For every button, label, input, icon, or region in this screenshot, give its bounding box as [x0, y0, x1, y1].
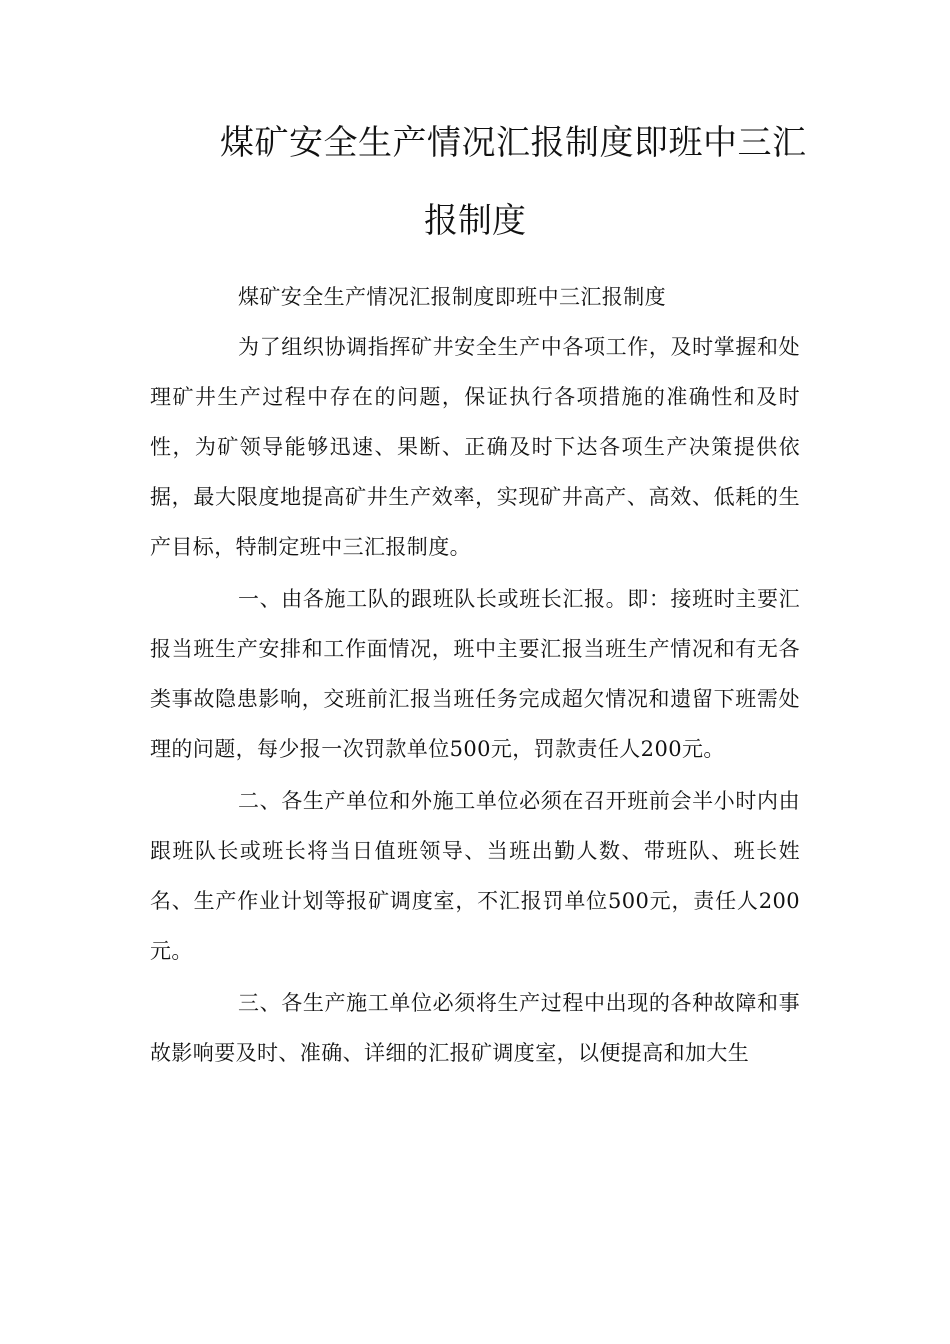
- paragraph-item-2: 二、各生产单位和外施工单位必须在召开班前会半小时内由跟班队长或班长将当日值班领导、当班出勤人数、带班队、班长姓名、生产作业计划等报矿调度室，不汇报罚单位500元，责任人200元。: [150, 789, 800, 963]
- document-body: [150, 272, 800, 1078]
- paragraph-intro: 为了组织协调指挥矿井安全生产中各项工作，及时掌握和处理矿井生产过程中存在的问题，保证执行各项措施的准确性和及时性，为矿领导能够迅速、果断、正确及时下达各项生产决策提供依据，最大限度地提高矿井生产效率，实现矿井高产、高效、低耗的生产目标，特制定班中三汇报制度。: [150, 335, 800, 559]
- document-title-line-1: 煤矿安全生产情况汇报制度即班中三汇: [220, 123, 807, 163]
- document-subtitle: 煤矿安全生产情况汇报制度即班中三汇报制度: [238, 285, 666, 309]
- paragraph-item-3: 三、各生产施工单位必须将生产过程中出现的各种故障和事故影响要及时、准确、详细的汇报矿调度室，以便提高和加大生: [150, 991, 800, 1065]
- paragraph-item-1: 一、由各施工队的跟班队长或班长汇报。即：接班时主要汇报当班生产安排和工作面情况，班中主要汇报当班生产情况和有无各类事故隐患影响，交班前汇报当班任务完成超欠情况和遗留下班需处理的问题，每少报一次罚款单位500元，罚款责任人200元。: [150, 587, 800, 761]
- document-title-line-2: 报制度: [424, 201, 526, 241]
